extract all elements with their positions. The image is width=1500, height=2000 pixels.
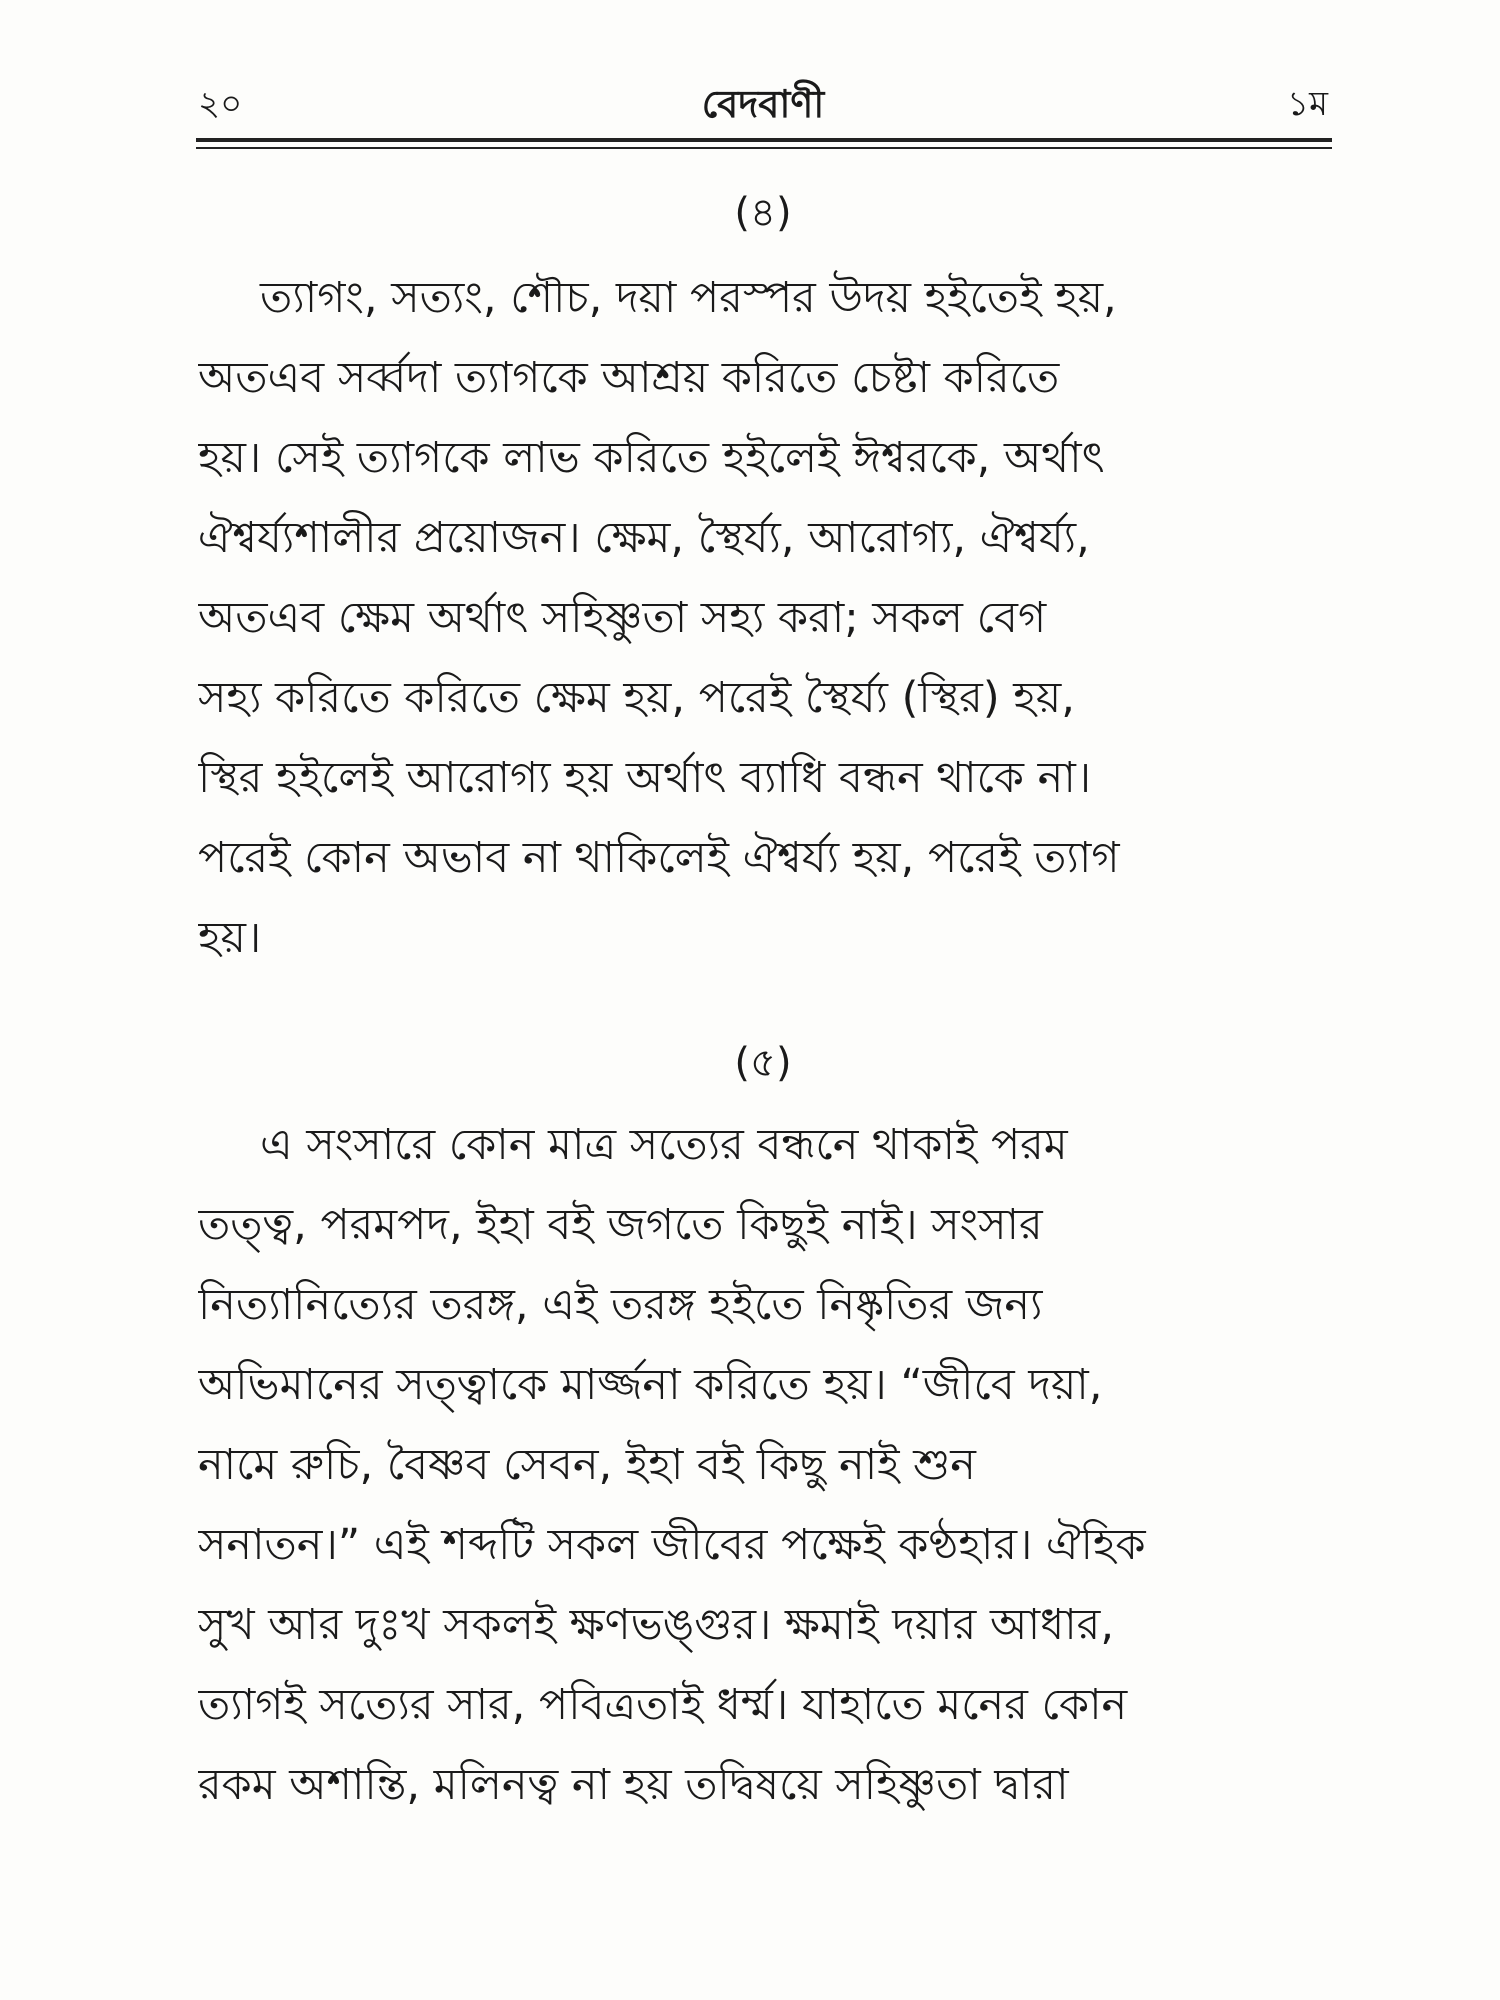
text-line: ত্যাগই সত্যের সার, পবিত্রতাই ধর্ম্ম। যাহাতে মনের কোন xyxy=(198,1680,1128,1730)
paragraph-section-5 xyxy=(198,1105,1328,1825)
page-number: ২০ xyxy=(198,84,243,124)
text-line: সুখ আর দুঃখ সকলই ক্ষণভঙ্গুর। ক্ষমাই দয়ার আধার, xyxy=(198,1600,1115,1650)
text-line: হয়। xyxy=(198,913,262,963)
text-line: ঐশ্বর্য্যশালীর প্রয়োজন। ক্ষেম, স্থৈর্য্য, আরোগ্য, ঐশ্বর্য্য, xyxy=(198,513,1090,563)
section-number-5: (৫) xyxy=(734,1040,792,1086)
text-line: সহ্য করিতে করিতে ক্ষেম হয়, পরেই স্থৈর্য্য (স্থির) হয়, xyxy=(198,673,1075,723)
text-line: স্থির হইলেই আরোগ্য হয় অর্থাৎ ব্যাধি বন্ধন থাকে না। xyxy=(198,753,1092,803)
text-line: নামে রুচি, বৈষ্ণব সেবন, ইহা বই কিছু নাই শুন xyxy=(198,1440,976,1490)
chapter-label: ১ম xyxy=(1287,84,1328,124)
section-number-4: (৪) xyxy=(734,190,792,236)
text-line: অতএব ক্ষেম অর্থাৎ সহিষ্ণুতা সহ্য করা; সকল বেগ xyxy=(198,593,1047,643)
text-line: পরেই কোন অভাব না থাকিলেই ঐশ্বর্য্য হয়, পরেই ত্যাগ xyxy=(198,833,1120,883)
book-title: বেদবাণী xyxy=(701,82,825,126)
text-line: এ সংসারে কোন মাত্র সত্যের বন্ধনে থাকাই পরম xyxy=(260,1120,1068,1170)
text-line: রকম অশান্তি, মলিনত্ব না হয় তদ্বিষয়ে সহিষ্ণুতা দ্বারা xyxy=(198,1760,1069,1810)
text-line: অতএব সর্ব্বদা ত্যাগকে আশ্রয় করিতে চেষ্টা করিতে xyxy=(198,353,1060,403)
text-line: অভিমানের সত্ত্বাকে মার্জ্জনা করিতে হয়। “জীবে দয়া, xyxy=(198,1360,1103,1410)
text-line: ত্যাগং, সত্যং, শৌচ, দয়া পরস্পর উদয় হইতেই হয়, xyxy=(260,273,1117,323)
paragraph-section-4 xyxy=(198,258,1328,978)
text-line: হয়। সেই ত্যাগকে লাভ করিতে হইলেই ঈশ্বরকে, অর্থাৎ xyxy=(198,433,1105,483)
text-line: সনাতন।” এই শব্দটি সকল জীবের পক্ষেই কণ্ঠহার। ঐহিক xyxy=(198,1520,1146,1570)
text-line: তত্ত্ব, পরমপদ, ইহা বই জগতে কিছুই নাই। সংসার xyxy=(198,1200,1043,1250)
text-line: নিত্যানিত্যের তরঙ্গ, এই তরঙ্গ হইতে নিষ্কৃতির জন্য xyxy=(198,1280,1043,1330)
header-rule-thick xyxy=(196,138,1332,142)
header-rule-thin xyxy=(196,147,1332,149)
running-header xyxy=(198,78,1328,130)
